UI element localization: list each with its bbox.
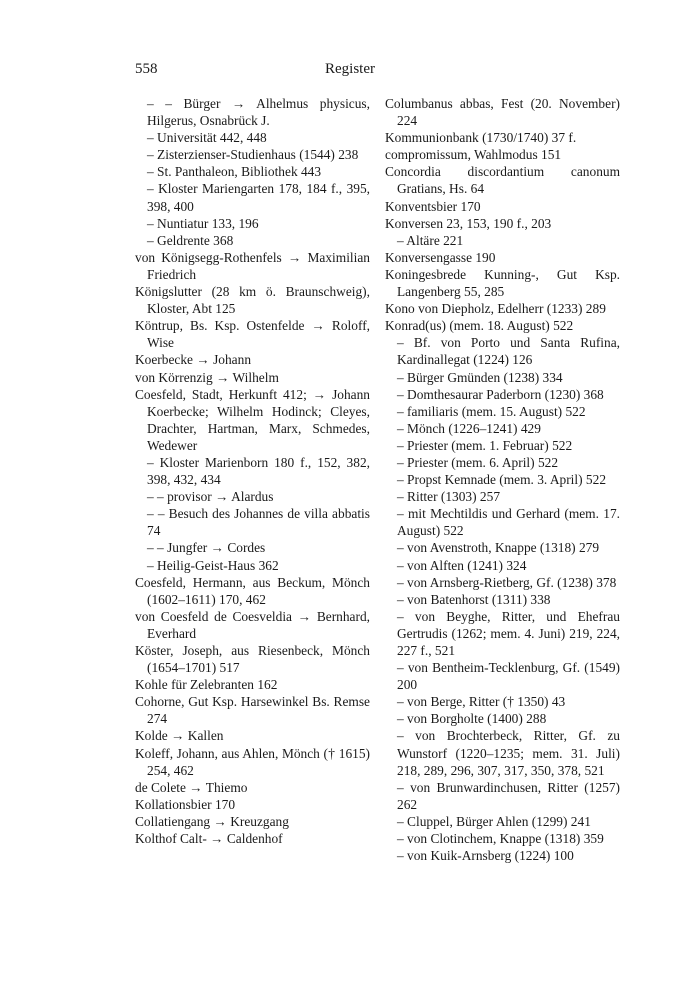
index-entry: – von Borgholte (1400) 288 [397,711,547,727]
index-entry: – Heilig-Geist-Haus 362 [147,557,279,573]
index-entry: – Mönch (1226–1241) 429 [397,420,541,436]
index-entry: – familiaris (mem. 15. August) 522 [397,403,586,419]
running-head: Register [325,61,375,77]
index-entry: – Propst Kemnade (mem. 3. April) 522 [397,472,607,488]
index-entry: – Universität 442, 448 [147,130,267,146]
index-entry: – Kloster Mariengarten 178, 184 f., 395, 398, 400 [147,181,370,214]
index-entry: Kono von Diepholz, Edelherr (1233) 289 [385,301,606,317]
index-entry: – – Besuch des Johannes de villa abbatis 74 [147,506,370,539]
index-entry: – – provisor → Alardus [147,489,274,505]
index-entry: – von Berge, Ritter († 1350) 43 [397,694,566,710]
index-entry: Köster, Joseph, aus Riesenbeck, Mönch (1654–1701) 517 [135,643,370,676]
index-entry: – von Bentheim-Tecklenburg, Gf. (1549) 200 [397,660,620,693]
index-entry: – Ritter (1303) 257 [397,489,501,505]
index-entry: Coesfeld, Hermann, aus Beckum, Mönch (1602–1611) 170, 462 [135,574,370,607]
index-entry: – Nuntiatur 133, 196 [147,215,259,231]
index-entry: – Priester (mem. 6. April) 522 [397,454,559,470]
index-entry: Kohle für Zelebranten 162 [135,677,278,693]
index-entry: – von Brunwardinchusen, Ritter (1257) 262 [397,779,620,812]
index-entry: – von Arnsberg-Rietberg, Gf. (1238) 378 [397,574,617,590]
index-entry: Königslutter (28 km ö. Braunschweig), Kloster, Abt 125 [135,284,370,317]
index-entry: – Zisterzienser-Studienhaus (1544) 238 [147,147,359,163]
index-entry: – von Beyghe, Ritter, und Ehefrau Gertrudis (1262; mem. 4. Juni) 219, 224, 227 f., 521 [397,608,620,658]
index-entry: Coesfeld, Stadt, Herkunft 412; → Johann Koerbecke; Wilhelm Hodinck; Cleyes, Drachter, Hartman, Marx, Schmedes, Wedewer [135,386,370,453]
index-entry: Collatiengang → Kreuzgang [135,813,289,829]
index-entry: Cohorne, Gut Ksp. Harsewinkel Bs. Remse 274 [135,694,370,727]
index-entry: – – Bürger → Alhelmus physicus, Hilgerus, Osnabrück J. [147,96,370,129]
index-entry: – Bürger Gmünden (1238) 334 [397,369,563,385]
index-entry: Konventsbier 170 [385,198,481,214]
index-entry: – von Clotinchem, Knappe (1318) 359 [397,831,604,847]
index-entry: – von Kuik-Arnsberg (1224) 100 [397,848,574,864]
index-entry: Konversengasse 190 [385,249,496,265]
index-entry: Concordia discordantium canonum Gratians, Hs. 64 [385,164,620,197]
index-column-left [135,95,370,847]
index-entry: – Altäre 221 [397,232,464,248]
index-entry: Konrad(us) (mem. 18. August) 522 [385,318,574,334]
index-entry: Konversen 23, 153, 190 f., 203 [385,215,552,231]
index-entry: – – Jungfer → Cordes [147,540,266,556]
index-entry: Koningesbrede Kunning-, Gut Ksp. Langenberg 55, 285 [385,266,620,300]
index-entry: Kollationsbier 170 [135,796,236,812]
index-entry: – Geldrente 368 [147,232,234,248]
index-entry: von Körrenzig → Wilhelm [135,369,279,385]
index-entry: compromissum, Wahlmodus 151 [385,147,562,163]
index-entry: – von Avenstroth, Knappe (1318) 279 [397,540,600,556]
index-entry: – von Brochterbeck, Ritter, Gf. zu Wunstorf (1220–1235; mem. 31. Juli) 218, 289, 296, 307, 317, 350, 378, 521 [397,728,620,778]
index-entry: – Kloster Marienborn 180 f., 152, 382, 398, 432, 434 [147,454,370,488]
index-entry: Köntrup, Bs. Ksp. Ostenfelde → Roloff, Wise [135,318,370,351]
index-entry: Koerbecke → Johann [135,352,252,368]
index-entry: – Domthesaurar Paderborn (1230) 368 [397,386,604,402]
page-number: 558 [135,61,158,77]
index-column-right [385,95,620,864]
index-entry: – Priester (mem. 1. Februar) 522 [397,437,573,453]
index-entry: – von Batenhorst (1311) 338 [397,591,551,607]
index-entry: Columbanus abbas, Fest (20. November) 224 [385,96,620,129]
index-entry: – St. Panthaleon, Bibliothek 443 [147,164,322,180]
index-entry: von Königsegg-Rothenfels → Maximilian Friedrich [135,249,370,282]
index-entry: – von Alften (1241) 324 [397,557,527,573]
index-entry: – Bf. von Porto und Santa Rufina, Kardinallegat (1224) 126 [397,335,620,368]
index-entry: Kolde → Kallen [135,728,224,744]
index-entry: von Coesfeld de Coesveldia → Bernhard, Everhard [135,608,370,641]
index-entry: Koleff, Johann, aus Ahlen, Mönch († 1615) 254, 462 [135,745,370,778]
index-entry: Kolthof Calt- → Caldenhof [135,831,283,847]
index-entry: – mit Mechtildis und Gerhard (mem. 17. August) 522 [397,506,620,539]
index-entry: – Cluppel, Bürger Ahlen (1299) 241 [397,813,591,829]
index-entry: de Colete → Thiemo [135,779,248,795]
index-entry: Kommunionbank (1730/1740) 37 f. [385,130,577,146]
